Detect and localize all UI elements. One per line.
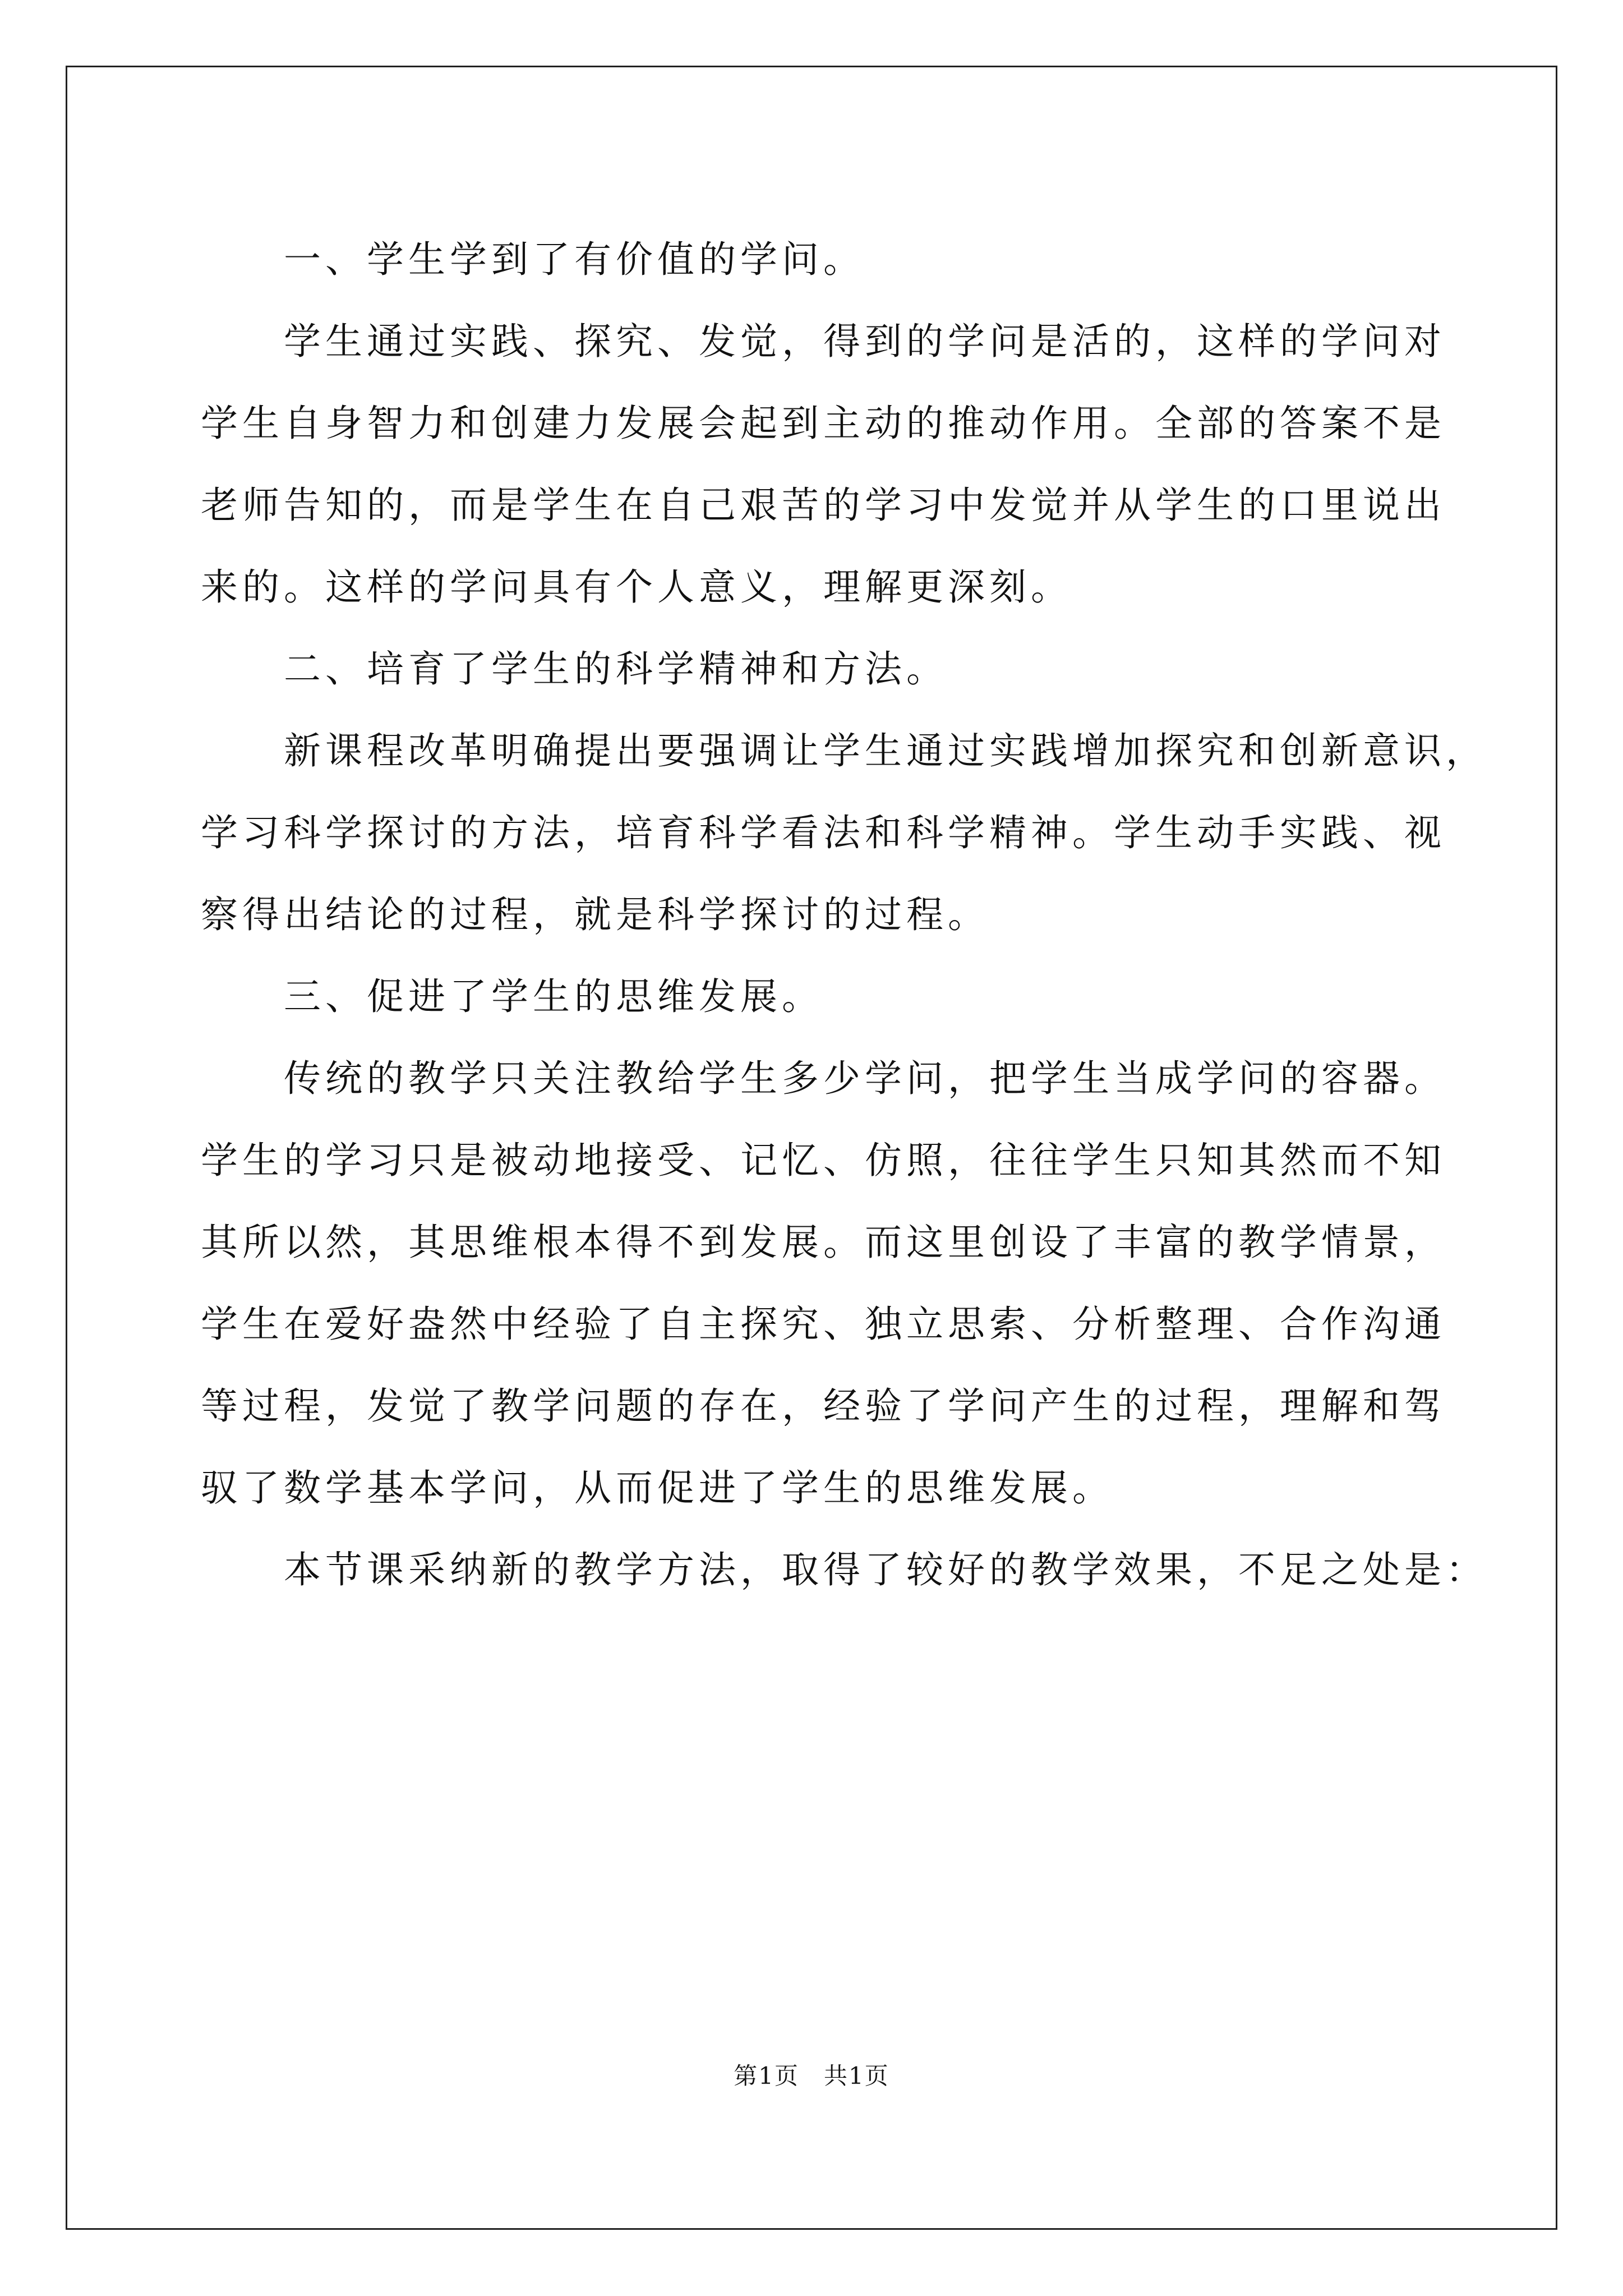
paragraph-3-line-3: 其所以然，其思维根本得不到发展。而这里创设了丰富的教学情景， xyxy=(201,1221,1446,1264)
paragraph-2-line-1: 新课程改革明确提出要强调让学生通过实践增加探究和创新意识， xyxy=(284,729,1487,772)
paragraph-3-line-2: 学生的学习只是被动地接受、记忆、仿照，往往学生只知其然而不知 xyxy=(201,1139,1446,1182)
paragraph-1-line-3: 老师告知的，而是学生在自己艰苦的学习中发觉并从学生的口里说出 xyxy=(201,484,1446,527)
page-number-footer: 第1页 共1页 xyxy=(734,2062,889,2090)
paragraph-2-line-2: 学习科学探讨的方法，培育科学看法和科学精神。学生动手实践、视 xyxy=(201,811,1446,854)
paragraph-1-line-4: 来的。这样的学问具有个人意义，理解更深刻。 xyxy=(201,565,1072,609)
heading-2: 二、培育了学生的科学精神和方法。 xyxy=(284,647,948,691)
paragraph-1-line-1: 学生通过实践、探究、发觉，得到的学问是活的，这样的学问对 xyxy=(284,320,1446,363)
paragraph-3-line-1: 传统的教学只关注教给学生多少学问，把学生当成学问的容器。 xyxy=(284,1057,1446,1100)
document-body xyxy=(201,219,1487,1611)
paragraph-4-line-1: 本节课采纳新的教学方法，取得了较好的教学效果，不足之处是： xyxy=(284,1548,1487,1591)
paragraph-3-line-5: 等过程，发觉了教学问题的存在，经验了学问产生的过程，理解和驾 xyxy=(201,1384,1446,1428)
paragraph-3-line-4: 学生在爱好盎然中经验了自主探究、独立思索、分析整理、合作沟通 xyxy=(201,1303,1446,1346)
paragraph-3-line-6: 驭了数学基本学问，从而促进了学生的思维发展。 xyxy=(201,1466,1114,1510)
paragraph-1-line-2: 学生自身智力和创建力发展会起到主动的推动作用。全部的答案不是 xyxy=(201,402,1446,445)
heading-1: 一、学生学到了有价值的学问。 xyxy=(284,238,865,281)
heading-3: 三、促进了学生的思维发展。 xyxy=(284,975,823,1018)
paragraph-2-line-3: 察得出结论的过程，就是科学探讨的过程。 xyxy=(201,893,989,936)
